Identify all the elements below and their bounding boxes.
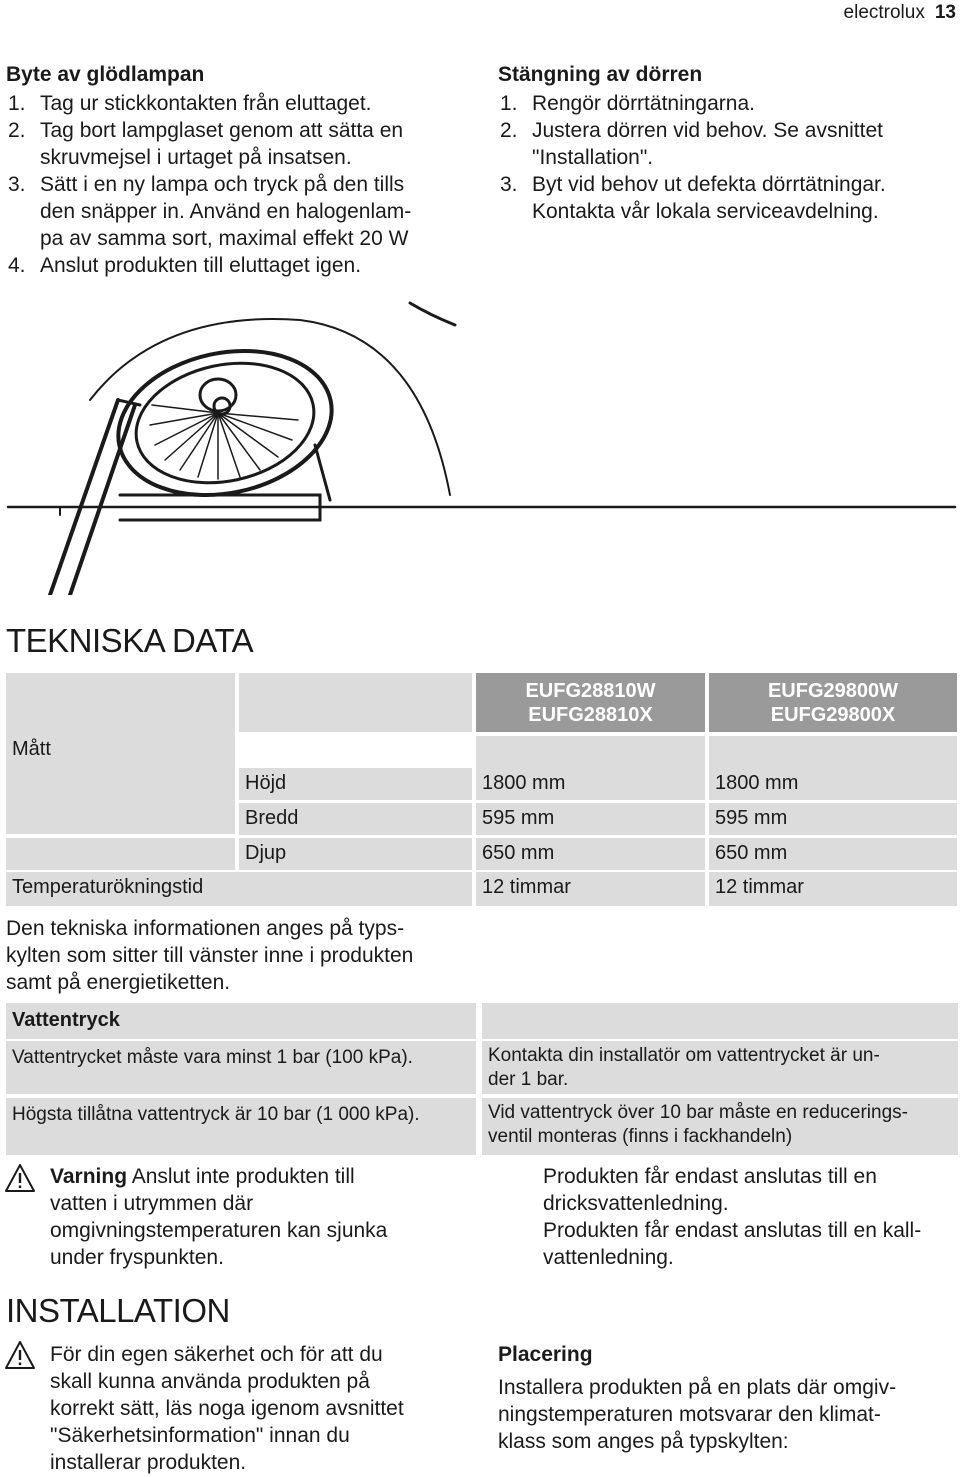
dimensions-label: Mått [6, 732, 235, 768]
lamp-section [6, 61, 476, 279]
list-item: 3. Sätt i en ny lampa och tryck på den tills den snäpper in. Använd en halogenlam- pa av samma sort, maximal effekt 20 W [8, 173, 412, 250]
lamp-section-title: Byte av glödlampan [6, 63, 205, 86]
depth-value-b: 650 mm [709, 838, 957, 870]
temperature-rise-value-a: 12 timmar [476, 872, 705, 906]
frost-warning: Varning Anslut inte produkten till vatten i utrymmen där omgivningstemperaturen kan sjunka under fryspunkten. [50, 1165, 388, 1269]
door-section [498, 61, 958, 225]
placement-title: Placering [498, 1343, 593, 1366]
model-header-b: EUFG29800W EUFG29800X [709, 673, 957, 732]
placement-section: Placering Installera produkten på en plats där omgiv- ningstemperaturen motsvarar den klimat- klass som anges på typskylten: [498, 1341, 958, 1455]
height-value-b: 1800 mm [709, 768, 957, 800]
installation-heading: INSTALLATION [6, 1292, 230, 1329]
tech-note: Den tekniska informationen anges på typs- kylten som sitter till vänster inne i produkten samt på energietiketten. [6, 917, 414, 994]
height-label: Höjd [239, 768, 472, 800]
tech-data-heading: TEKNISKA DATA [6, 622, 254, 659]
drinking-water-note: Produkten får endast anslutas till en dricksvattenledning. Produkten får endast anslutas till en kall- vattenledning. [543, 1165, 922, 1269]
max-pressure-advice: Vid vattentryck över 10 bar måste en reducerings- ventil monteras (finns i fackhandeln) [482, 1098, 958, 1155]
lamp-replacement-illustration [0, 295, 960, 595]
height-value-a: 1800 mm [476, 768, 705, 800]
warning-icon [4, 1163, 36, 1193]
temperature-rise-label: Temperaturökningstid [6, 872, 472, 906]
door-section-title: Stängning av dörren [498, 63, 703, 86]
model-header-a: EUFG28810W EUFG28810X [476, 673, 705, 732]
min-pressure-text: Vattentrycket måste vara minst 1 bar (100 kPa). [6, 1041, 476, 1094]
list-item: 4. Anslut produkten till eluttaget igen. [8, 254, 362, 277]
door-steps-list [498, 90, 958, 225]
list-item: 2. Justera dörren vid behov. Se avsnittet "Installation". [500, 119, 883, 169]
page-number: 13 [934, 2, 956, 23]
max-pressure-text: Högsta tillåtna vattentryck är 10 bar (1 000 kPa). [6, 1098, 476, 1155]
depth-value-a: 650 mm [476, 838, 705, 870]
list-item: 2. Tag bort lampglaset genom att sätta en skruvmejsel i urtaget på insatsen. [8, 119, 404, 169]
min-pressure-advice: Kontakta din installatör om vattentrycket är un- der 1 bar. [482, 1041, 958, 1094]
temperature-rise-value-b: 12 timmar [709, 872, 957, 906]
page-header [844, 2, 956, 24]
list-item: 1. Rengör dörrtätningarna. [500, 92, 755, 115]
brand-name: electrolux [843, 2, 925, 23]
width-label: Bredd [239, 803, 472, 835]
list-item: 3. Byt vid behov ut defekta dörrtätningar. Kontakta vår lokala serviceavdelning. [500, 173, 886, 223]
depth-label: Djup [239, 838, 472, 870]
water-pressure-title: Vattentryck [6, 1003, 476, 1039]
width-value-b: 595 mm [709, 803, 957, 835]
width-value-a: 595 mm [476, 803, 705, 835]
warning-icon [4, 1340, 36, 1370]
list-item: 1. Tag ur stickkontakten från eluttaget. [8, 92, 372, 115]
installation-safety-warning: För din egen säkerhet och för att du skall kunna använda produkten på korrekt sätt, läs noga igenom avsnittet "Säkerhetsinformation" innan du installerar produkten. [50, 1343, 404, 1474]
lamp-steps-list [6, 90, 476, 279]
